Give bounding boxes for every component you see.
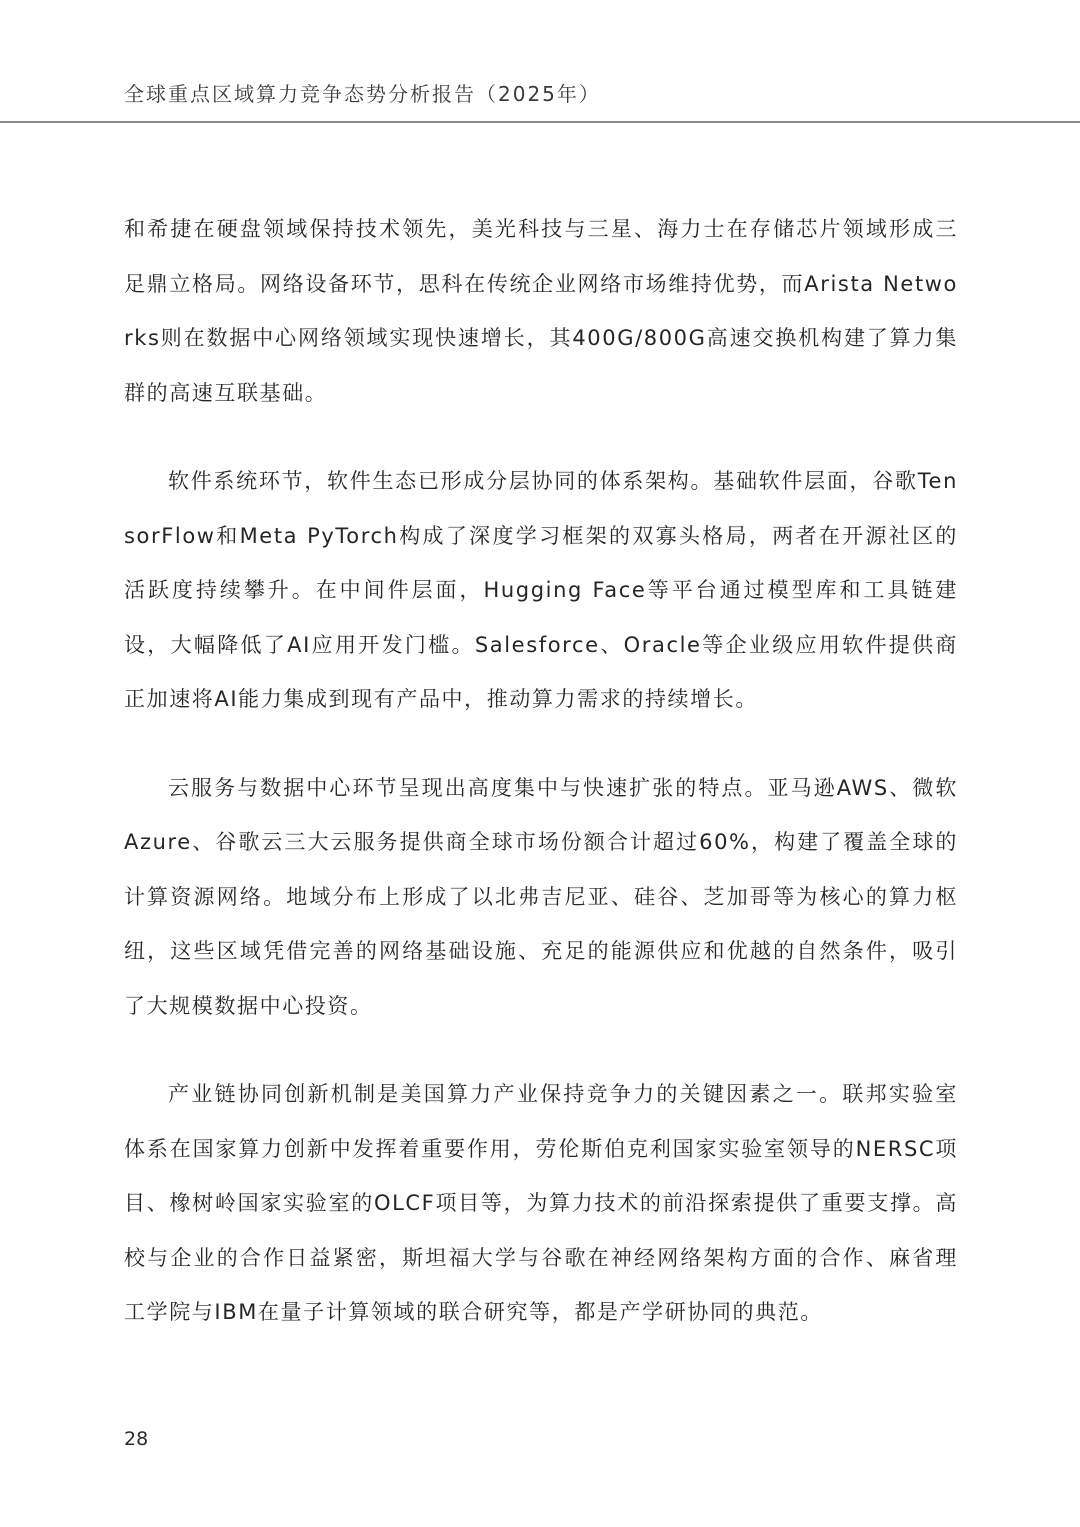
paragraph-continuation: 和希捷在硬盘领域保持技术领先，美光科技与三星、海力士在存储芯片领域形成三足鼎立格局。网络设备环节，思科在传统企业网络市场维持优势，而Arista Networks则在数据中心网络领域实现快速增长，其400G/800G高速交换机构建了算力集群的高速互联基础。 [124,217,958,405]
paragraph-cloud-datacenter: 云服务与数据中心环节呈现出高度集中与快速扩张的特点。亚马逊AWS、微软Azure、谷歌云三大云服务提供商全球市场份额合计超过60%，构建了覆盖全球的计算资源网络。地域分布上形成了以北弗吉尼亚、硅谷、芝加哥等为核心的算力枢纽，这些区域凭借完善的网络基础设施、充足的能源供应和优越的自然条件，吸引了大规模数据中心投资。 [124,775,958,1018]
running-header-title: 全球重点区域算力竞争态势分析报告（2025年） [124,82,601,106]
page-number: 28 [124,1428,149,1450]
paragraph-software-systems: 软件系统环节，软件生态已形成分层协同的体系架构。基础软件层面，谷歌TensorFlow和Meta PyTorch构成了深度学习框架的双寡头格局，两者在开源社区的活跃度持续攀升。在中间件层面，Hugging Face等平台通过模型库和工具链建设，大幅降低了AI应用开发门槛。Salesforce、Oracle等企业级应用软件提供商正加速将AI能力集成到现有产品中，推动算力需求的持续增长。 [124,469,958,711]
header-divider [0,121,1080,123]
paragraph-collaborative-innovation: 产业链协同创新机制是美国算力产业保持竞争力的关键因素之一。联邦实验室体系在国家算力创新中发挥着重要作用，劳伦斯伯克利国家实验室领导的NERSC项目、橡树岭国家实验室的OLCF项目等，为算力技术的前沿探索提供了重要支撑。高校与企业的合作日益紧密，斯坦福大学与谷歌在神经网络架构方面的合作、麻省理工学院与IBM在量子计算领域的联合研究等，都是产学研协同的典范。 [124,1082,958,1324]
body-text [124,202,958,1374]
